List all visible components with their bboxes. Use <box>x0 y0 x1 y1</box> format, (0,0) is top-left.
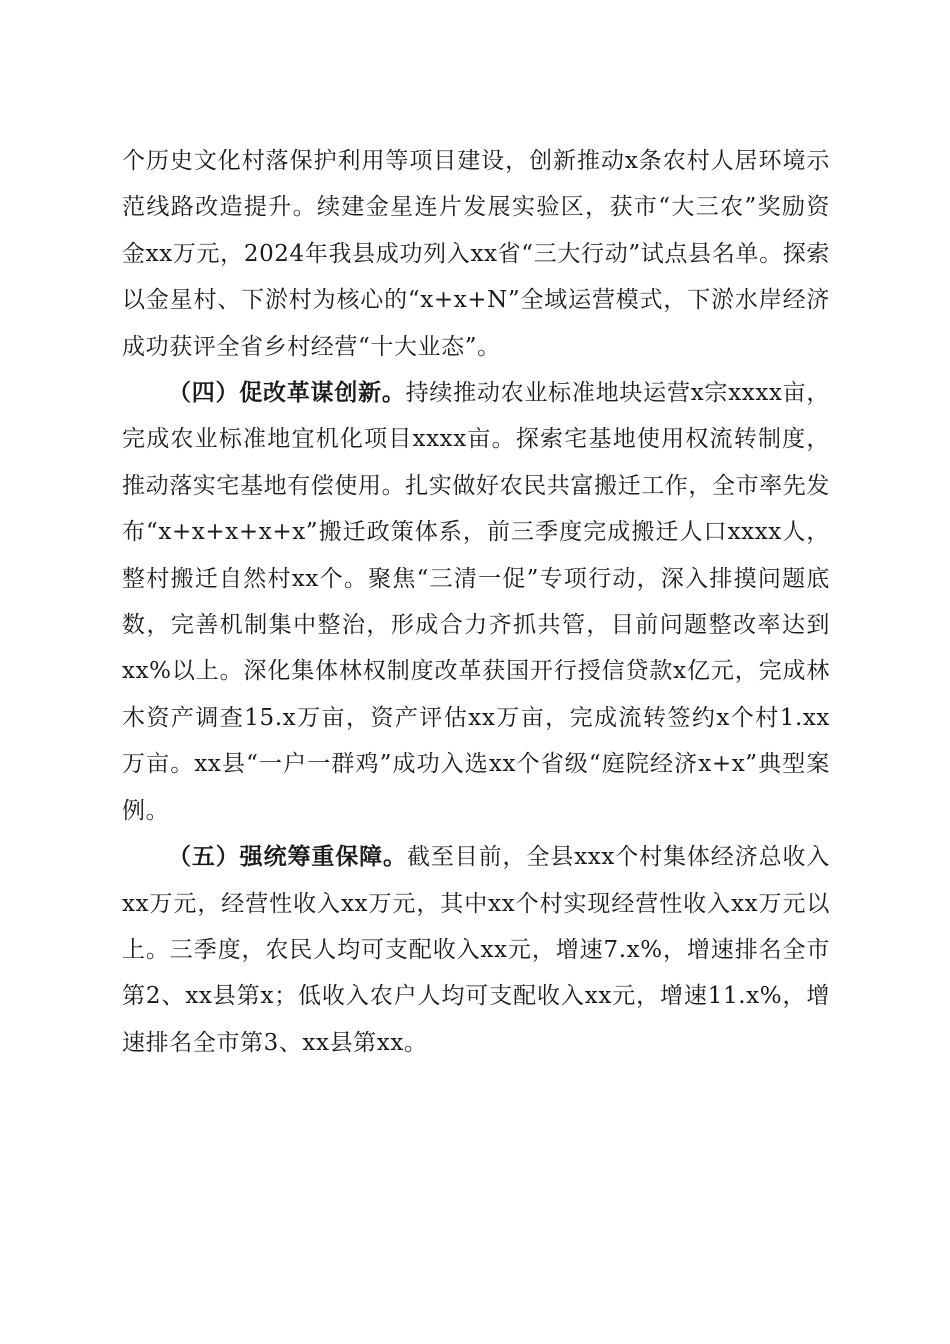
section-heading-4: （四）促改革谋创新。 <box>168 379 406 407</box>
section-heading-5: （五）强统筹重保障。 <box>168 843 407 871</box>
document-body <box>122 138 830 1066</box>
paragraph-section-5 <box>122 834 830 1066</box>
section-body-5: 截至目前，全县xxx个村集体经济总收入xx万元，经营性收入xx万元，其中xx个村实现经营性收入xx万元以上。三季度，农民人均可支配收入xx元，增速7.x%，增速排名全市第2、xx县第x；低收入农户人均可支配收入xx元，增速11.x%，增速排名全市第3、xx县第xx。 <box>122 844 830 1056</box>
section-body-4: 持续推动农业标准地块运营x宗xxxx亩，完成农业标准地宜机化项目xxxx亩。探索宅基地使用权流转制度，推动落实宅基地有偿使用。扎实做好农民共富搬迁工作，全市率先发布“x+x+x+x+x”搬迁政策体系，前三季度完成搬迁人口xxxx人，整村搬迁自然村xx个。聚焦“三清一促”专项行动，深入排摸问题底数，完善机制集中整治，形成合力齐抓共管，目前问题整改率达到xx%以上。深化集体林权制度改革获国开行授信贷款x亿元，完成林木资产调查15.x万亩，资产评估xx万亩，完成流转签约x个村1.xx万亩。xx县“一户一群鸡”成功入选xx个省级“庭院经济x+x”典型案例。 <box>122 380 830 824</box>
paragraph-section-4 <box>122 370 830 834</box>
paragraph-continuation: 个历史文化村落保护利用等项目建设，创新推动x条农村人居环境示范线路改造提升。续建金星连片发展实验区，获市“大三农”奖励资金xx万元，2024年我县成功列入xx省“三大行动”试点县名单。探索以金星村、下淤村为核心的“x+x+N”全域运营模式，下淤水岸经济成功获评全省乡村经营“十大业态”。 <box>122 148 830 360</box>
